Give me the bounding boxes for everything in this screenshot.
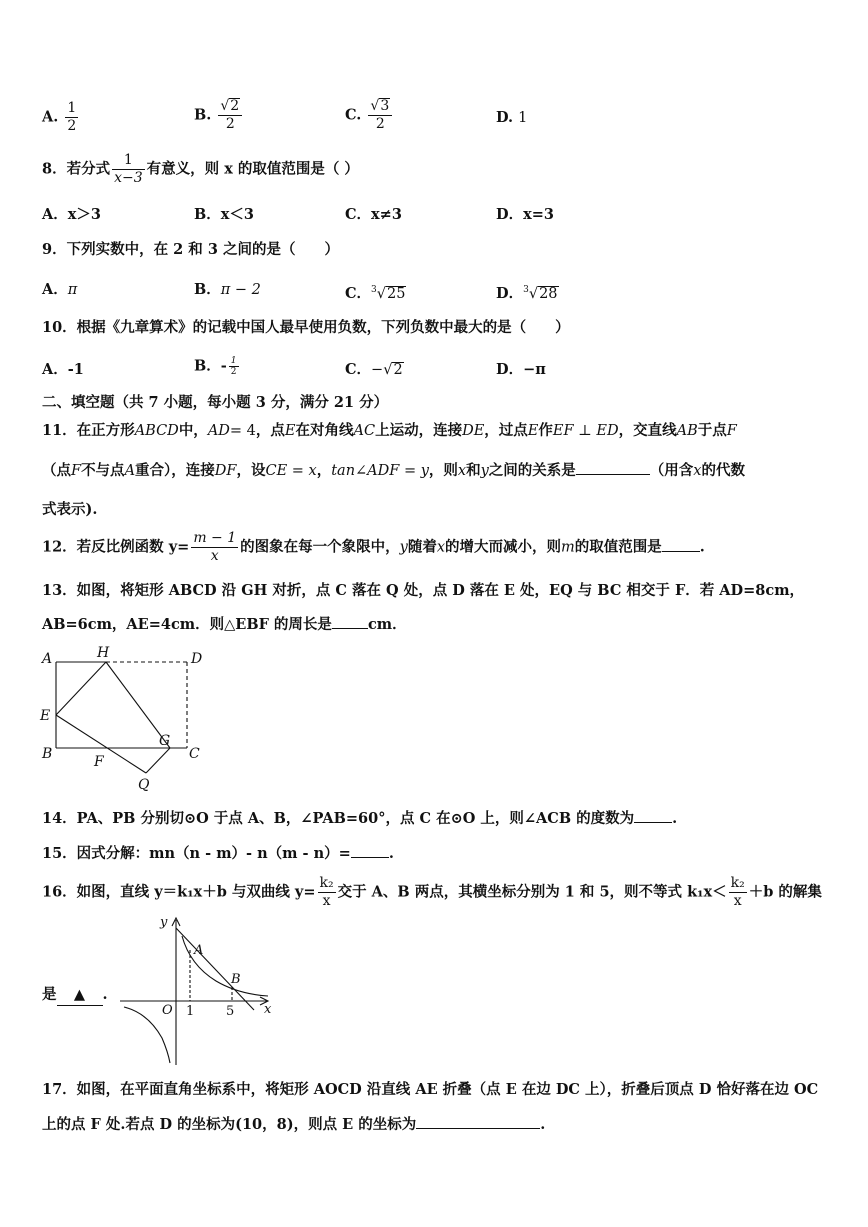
q16-label-a: A [194, 943, 204, 958]
q13-figure [36, 645, 216, 795]
q8-option-b: B．x＜3 [194, 206, 254, 223]
q13-label-q: Q [138, 777, 150, 793]
q8-option-c: C．x≠3 [345, 206, 402, 223]
q16-tick-1: 1 [186, 1004, 195, 1019]
q13-segment-qg [146, 748, 170, 773]
q7-option-b: B. $\frac{√2}{2}$ [194, 98, 244, 133]
q16-line [176, 928, 254, 1010]
q12-stem: 12．若反比例函数 y= $\frac{m - 1}{x}$ 的图象在每一个象限中，y随着x的增大而减小，则m的取值范围是 . [42, 530, 705, 564]
q7-option-a: A. $\frac{1}{2}$ [42, 100, 77, 134]
q13-label-g: G [159, 733, 171, 749]
q15-stem: 15．因式分解：mn（n - m）- n（m - n）= . [42, 845, 394, 862]
q13-label-a: A [42, 651, 53, 667]
q9-option-b: B．π − 2 [194, 281, 261, 298]
q13-segment-he [56, 662, 106, 715]
q7-c-fraction: $\frac{√3}{2}$ [368, 98, 392, 133]
q13-label-d: D [191, 651, 203, 667]
q8-stem: 8．若分式 $\frac{1}{x-3}$ 有意义，则 x 的取值范围是（ ） [42, 152, 359, 186]
q10-option-b: B．- $\frac{1}{2}$ [194, 356, 237, 377]
q7-option-c: C. $\frac{√3}{2}$ [345, 98, 394, 133]
q16-fraction-2: $\frac{\text{k₂}}{x}$ [730, 875, 745, 909]
q13-line2: AB=6cm，AE=4cm．则△EBF 的周长是 cm． [42, 616, 407, 633]
q15-answer-blank [351, 843, 389, 858]
q17-line1: 17．如图，在平面直角坐标系中，将矩形 AOCD 沿直线 AE 折叠（点 E 在边 DC 上），折叠后顶点 D 恰好落在边 OC [42, 1081, 819, 1098]
q11-line2: （点F不与点A重合），连接DF，设CE = x，tan∠ADF = y，则x和y之间的关系是 （用含x的代数 [42, 462, 745, 479]
q8-option-a: A．x＞3 [42, 206, 101, 223]
q7-a-fraction: $\frac{1}{2}$ [67, 100, 77, 134]
q16-fraction-1: $\frac{\text{k₂}}{x}$ [319, 875, 334, 909]
q12-fraction: $\frac{m - 1}{x}$ [193, 530, 237, 564]
q16-figure [118, 910, 283, 1070]
q11-line1: 11．在正方形ABCD中，AD= 4，点E在对角线AC上运动，连接DE，过点E作EF ⊥ ED，交直线AB于点F [42, 422, 737, 439]
q10-option-c: C．−√2 [345, 361, 403, 378]
q12-answer-blank [662, 537, 700, 552]
q9-stem: 9．下列实数中，在 2 和 3 之间的是（ ） [42, 241, 339, 258]
q16-answer-blank [57, 985, 103, 1006]
q7-option-d: D. 1 [496, 109, 528, 126]
q9-option-a: A．π [42, 281, 78, 298]
q13-line1: 13．如图，将矩形 ABCD 沿 GH 对折，点 C 落在 Q 处，点 D 落在 E 处，EQ 与 BC 相交于 F．若 AD=8cm， [42, 582, 805, 599]
q9-option-c: C．$^3$√25 [345, 284, 406, 302]
q10-option-d: D．−π [496, 361, 546, 378]
q16-label-y: y [160, 915, 168, 930]
q16-label-o: O [162, 1003, 173, 1018]
q17-line2: 上的点 F 处.若点 D 的坐标为(10，8)，则点 E 的坐标为 . [42, 1116, 546, 1133]
q17-answer-blank [416, 1114, 540, 1129]
q14-stem: 14．PA、PB 分别切⊙O 于点 A、B，∠PAB=60°，点 C 在⊙O 上，则∠ACB 的度数为 . [42, 810, 678, 827]
q16-tick-5: 5 [226, 1004, 235, 1019]
q10-stem: 10．根据《九章算术》的记载中国人最早使用负数，下列负数中最大的是（ ） [42, 319, 570, 336]
q8-option-d: D．x=3 [496, 206, 554, 223]
q10-b-fraction: $\frac{1}{2}$ [230, 356, 237, 377]
q16-triangle-mark: ▲ [73, 986, 86, 1003]
q16-stem: 16．如图，直线 y＝k₁x＋b 与双曲线 y= $\frac{\text{k₂}}{x}$ 交于 A、B 两点，其横坐标分别为 1 和 5，则不等式 k₁x＜ $\frac{\text{k₂}}{x}$ ＋b 的解集 [42, 875, 822, 909]
q7-b-fraction: $\frac{√2}{2}$ [218, 98, 242, 133]
q13-label-b: B [42, 746, 53, 762]
q13-label-f: F [94, 754, 104, 770]
q11-answer-blank [576, 460, 650, 475]
q16-label-b: B [231, 972, 241, 987]
q16-label-x: x [264, 1002, 272, 1017]
q16-answer-line: 是 ▲ . [42, 985, 108, 1006]
q13-label-e: E [40, 708, 51, 724]
q13-label-h: H [97, 645, 110, 661]
section-heading: 二、填空题（共 7 小题，每小题 3 分，满分 21 分） [42, 394, 389, 411]
q13-answer-blank [332, 614, 368, 629]
q11-line3: 式表示). [42, 501, 98, 518]
q10-option-a: A．-1 [42, 361, 84, 378]
q8-fraction: $\frac{1}{x-3}$ [114, 152, 143, 186]
q14-answer-blank [634, 808, 672, 823]
q13-label-c: C [189, 746, 200, 762]
q9-option-d: D．$^3$√28 [496, 284, 558, 302]
